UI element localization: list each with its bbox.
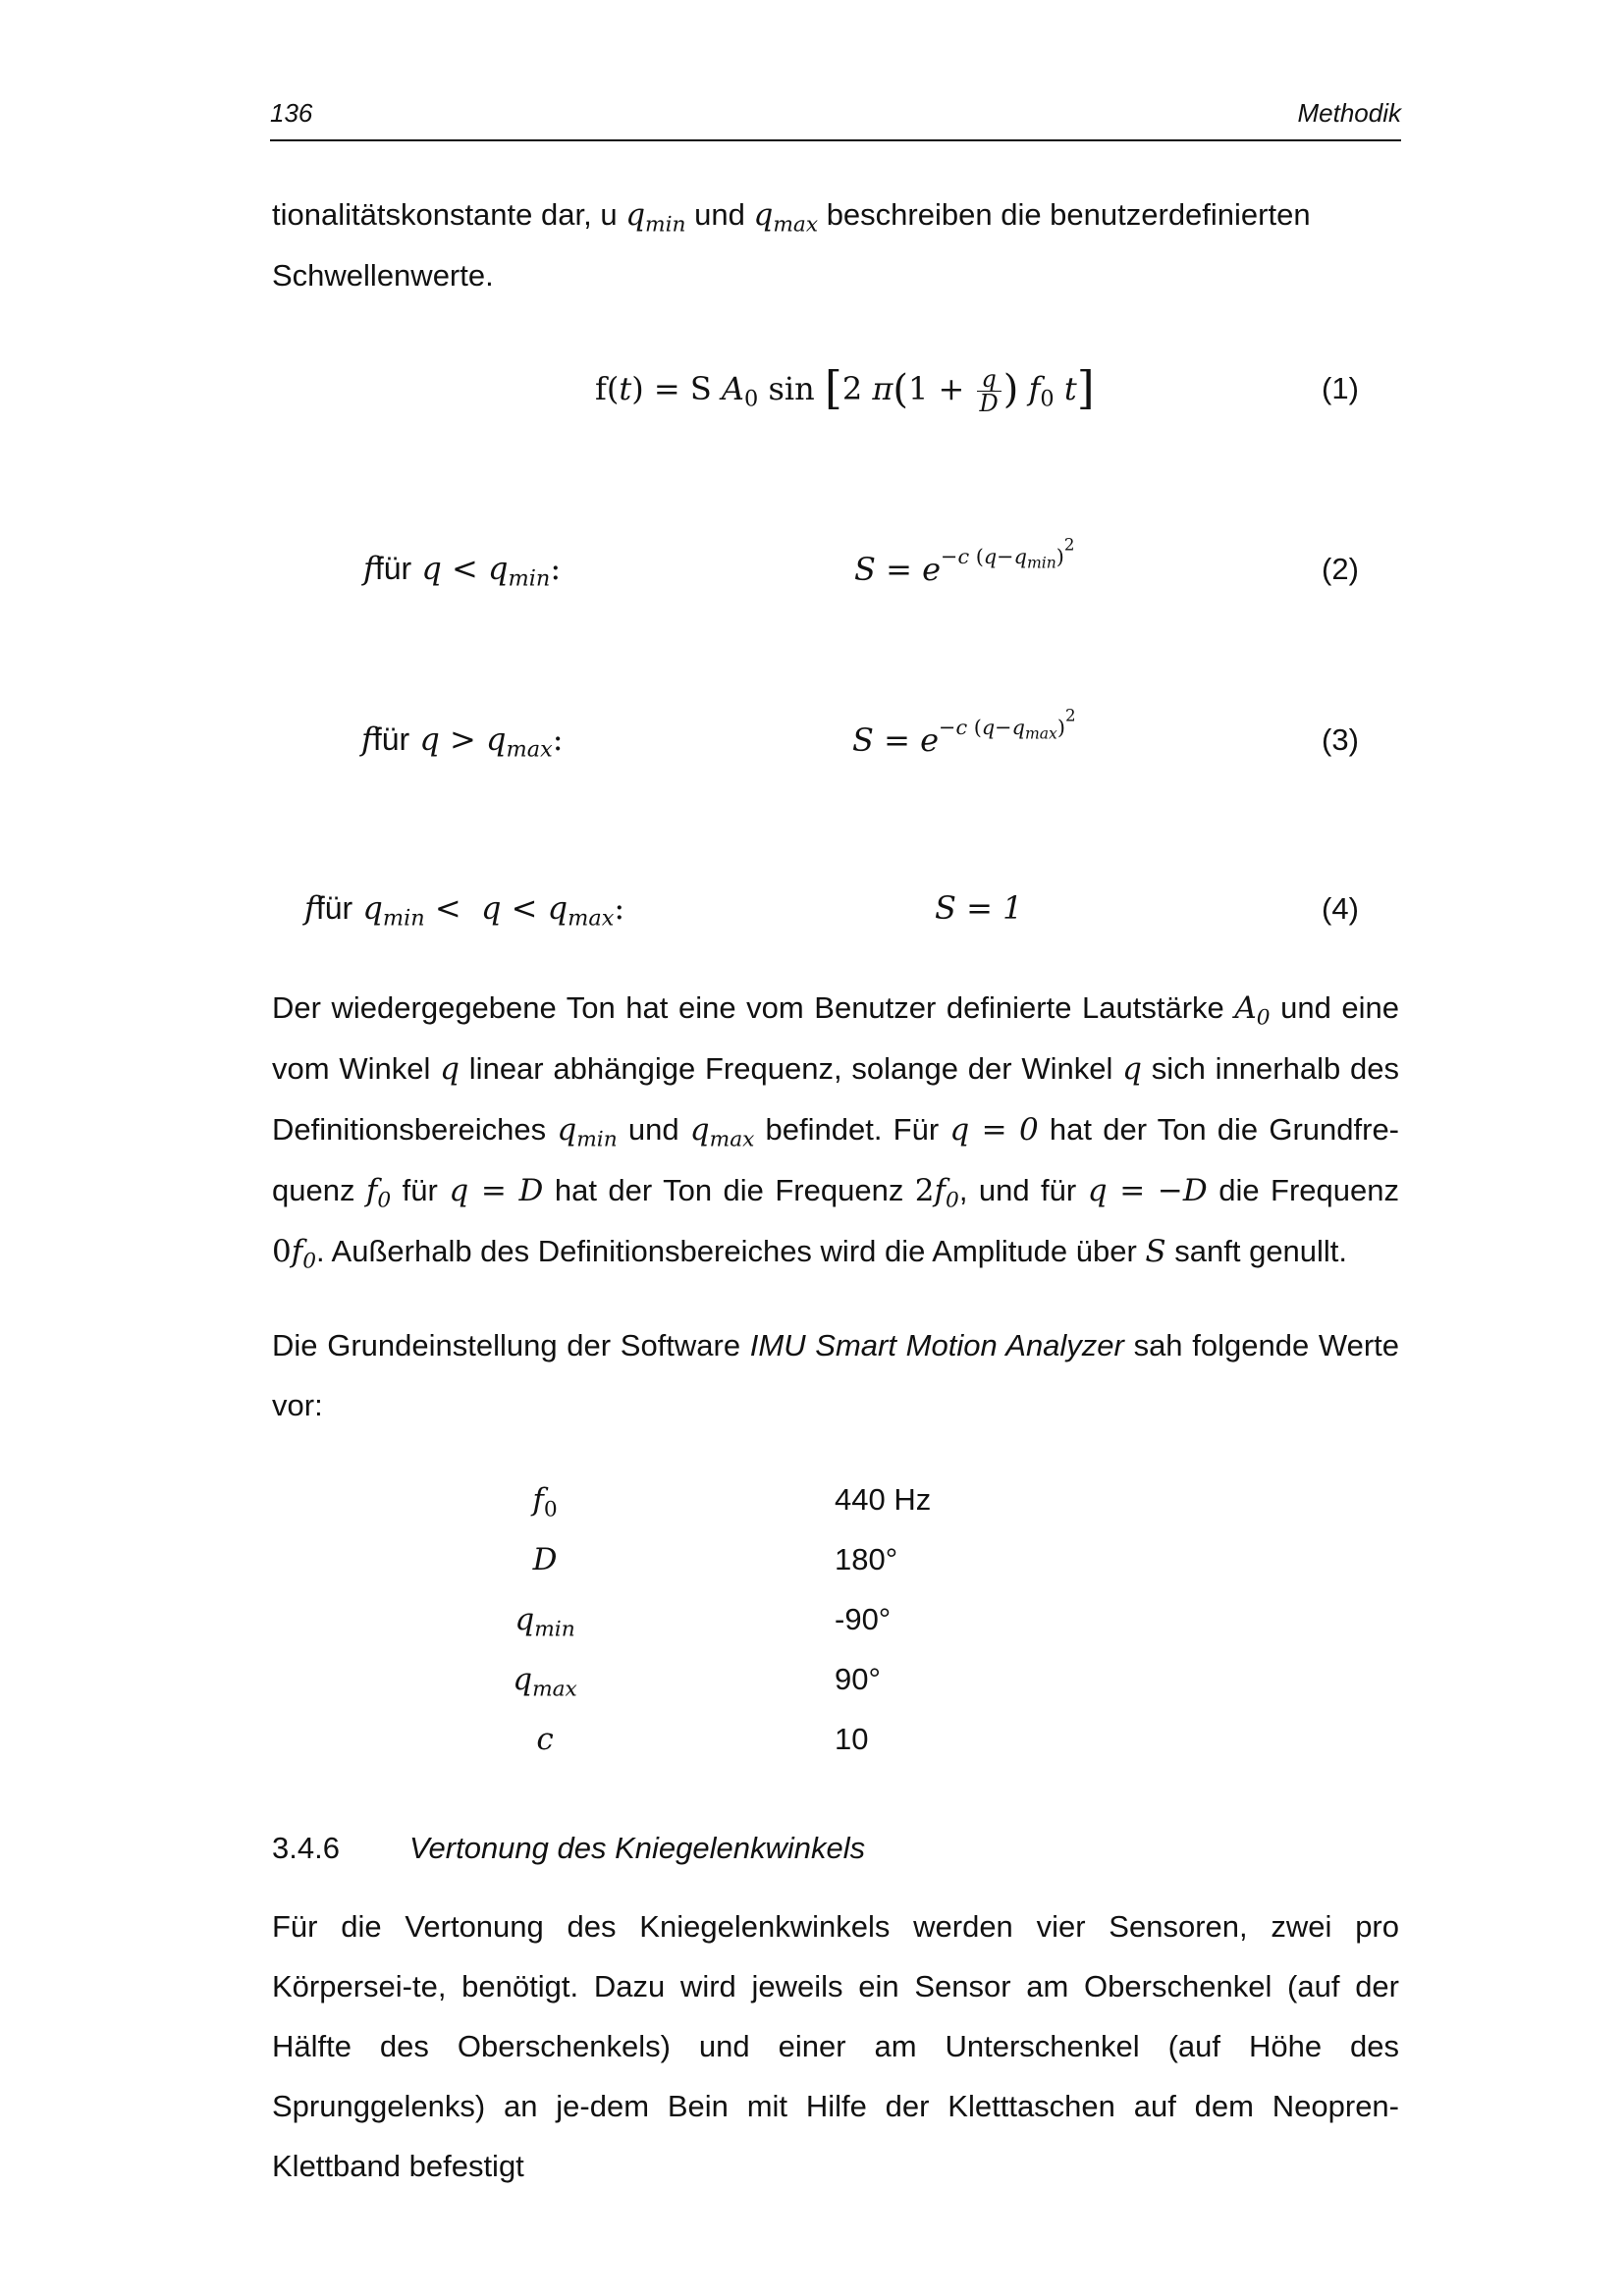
condition-3: ffür $q > q_{max}$: xyxy=(361,721,564,763)
equation-3-label: (3) xyxy=(1322,722,1359,757)
parameter-symbol: c xyxy=(536,1722,554,1757)
equation-1-label: (1) xyxy=(1322,371,1359,405)
parameter-value: 440 Hz xyxy=(835,1482,932,1517)
section-number: 3.4.6 xyxy=(272,1831,340,1865)
parameter-value: 10 xyxy=(835,1722,869,1756)
equation-3: $S = e^{-c (q-q_{max})^2}$ xyxy=(852,707,1076,759)
parameter-symbol: $f_0$ xyxy=(532,1482,558,1522)
table-row xyxy=(491,1472,1080,1532)
table-row xyxy=(491,1652,1080,1712)
software-name: IMU Smart Motion Analyzer xyxy=(749,1328,1124,1362)
section-title: Vertonung des Kniegelenkwinkels xyxy=(409,1831,866,1865)
parameter-value: 180° xyxy=(835,1542,898,1576)
software-paragraph: Die Grundeinstellung der Software IMU Smart Motion Analyzer sah folgende Werte vor: xyxy=(272,1328,1399,1422)
header-rule xyxy=(270,139,1401,141)
parameter-symbol: D xyxy=(532,1542,558,1577)
table-row xyxy=(491,1532,1080,1592)
table-row xyxy=(491,1712,1080,1772)
running-title: Methodik xyxy=(1297,98,1401,128)
page-header xyxy=(270,98,1401,141)
equation-2-label: (2) xyxy=(1322,552,1359,586)
page-number: 136 xyxy=(270,98,313,128)
parameter-symbol: $q_{max}$ xyxy=(513,1662,577,1702)
frequency-paragraph: Der wiedergegebene Ton hat eine vom Benutzer definierte Lautstärke $A_0$ und eine vom Winkel q linear abhängige Frequenz, solange der Winkel q sich innerhalb des Definitionsbereiches $q_{min}$ und $q_{max}$ befindet. Für q = 0 hat der Ton die Grundfre-quenz $f_0$ für q = D hat der Ton die Frequenz $2f_0$, und für q = −D die Frequenz $0f_0$. Außerhalb des Definitionsbereiches wird die Amplitude über S sanft genullt. xyxy=(272,990,1400,1274)
knee-paragraph: Für die Vertonung des Kniegelenkwinkels werden vier Sensoren, zwei pro Körpersei-te, benötigt. Dazu wird jeweils ein Sensor am Oberschenkel (auf der Hälfte des Oberschenkels) und einer am Unterschenkel (auf Höhe des Sprunggelenks) an je-dem Bein mit Hilfe der Kletttaschen auf dem Neopren-Klettband befestigt xyxy=(272,1909,1399,2183)
equation-1: f(t) = S $A_0$ sin [2 π(1 + $\frac{q}{D}$ ) $f_0$ t] xyxy=(595,361,1095,417)
intro-paragraph: tionalitätskonstante dar, u $q_{min}$ und $q_{max}$ beschreiben die benutzerdefinierten Schwellenwerte. xyxy=(272,197,1311,293)
q-max-symbol: $q_{max}$ xyxy=(753,197,819,238)
parameter-value: 90° xyxy=(835,1662,881,1696)
equation-4-label: (4) xyxy=(1322,891,1359,926)
table-row xyxy=(491,1592,1080,1652)
condition-4: ffür $q_{min} < q < q_{max}$: xyxy=(304,889,625,932)
parameter-value: -90° xyxy=(835,1602,892,1636)
equation-2: $S = e^{-c (q-q_{min})^2}$ xyxy=(854,536,1075,588)
parameter-symbol: $q_{min}$ xyxy=(514,1602,575,1642)
q-min-symbol: $q_{min}$ xyxy=(625,197,686,238)
condition-2: ffür $q < q_{min}$: xyxy=(363,550,562,592)
parameter-table xyxy=(491,1472,1080,1772)
equation-4: S = 1 xyxy=(935,889,1023,927)
